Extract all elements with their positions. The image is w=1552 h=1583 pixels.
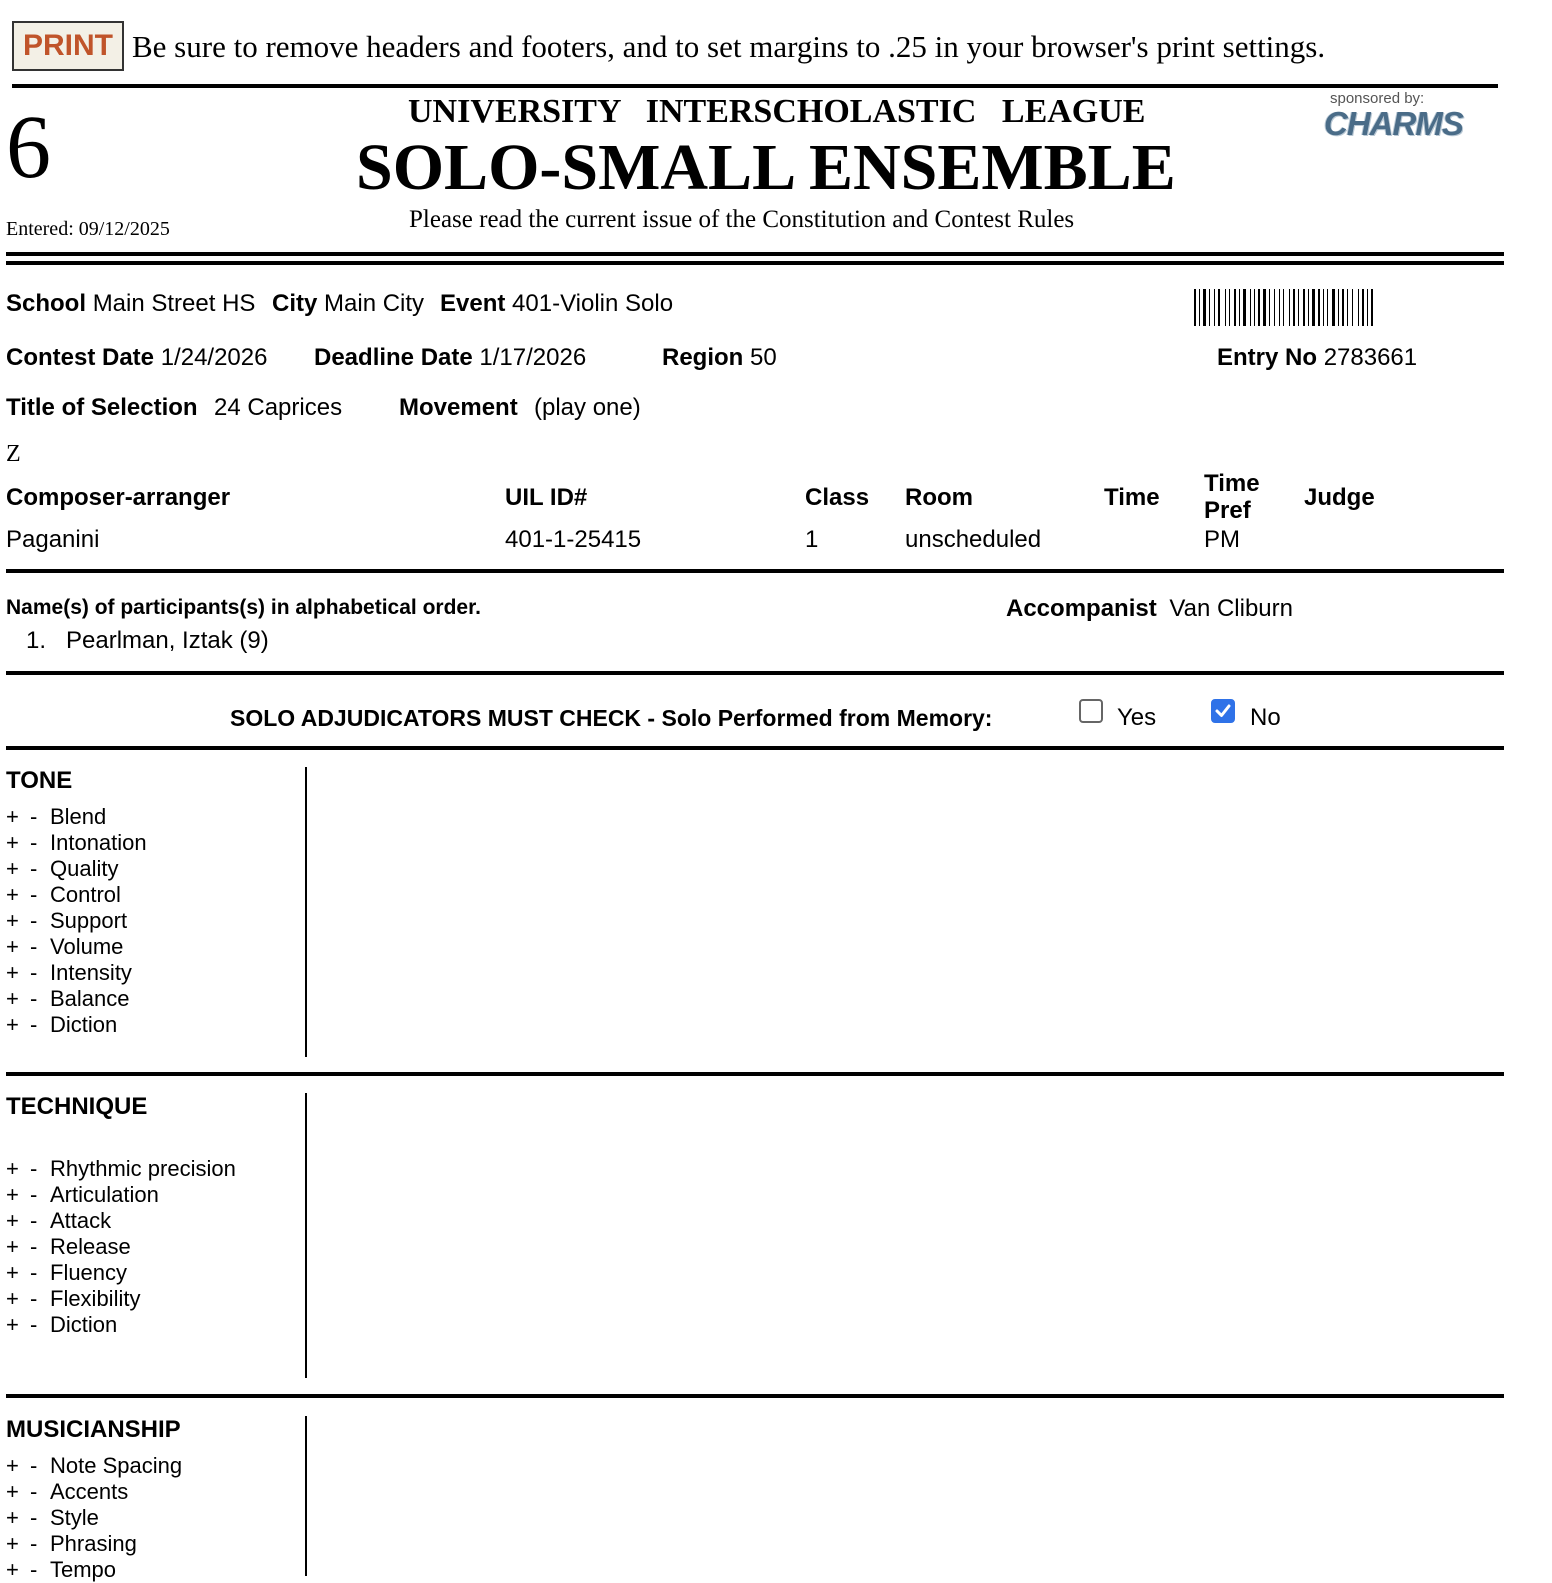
entry-no-value: 2783661	[1323, 344, 1418, 371]
plus-mark: +	[6, 1156, 19, 1181]
movement-value: (play one)	[534, 394, 641, 421]
accompanist-value: Van Cliburn	[1169, 595, 1293, 622]
city-label: City	[272, 290, 318, 317]
page-subtitle: Please read the current issue of the Constitution and Contest Rules	[409, 206, 1075, 233]
plus-minus-marks	[6, 1234, 50, 1260]
form-number: 6	[6, 98, 51, 197]
section-separator	[305, 767, 307, 1057]
memory-check-label: SOLO ADJUDICATORS MUST CHECK - Solo Performed from Memory:	[230, 705, 993, 731]
section-title-technique: TECHNIQUE	[6, 1093, 148, 1120]
divider	[6, 252, 1504, 256]
criterion-label: Note Spacing	[50, 1453, 183, 1478]
criterion-row	[6, 1286, 140, 1312]
plus-minus-marks	[6, 882, 50, 908]
plus-minus-marks	[6, 1260, 50, 1286]
criterion-row	[6, 804, 106, 830]
cell-room: unscheduled	[905, 526, 1042, 553]
plus-minus-marks	[6, 960, 50, 986]
col-header-uil-id: UIL ID#	[505, 484, 588, 511]
plus-minus-marks	[6, 908, 50, 934]
cell-composer: Paganini	[6, 526, 100, 553]
plus-mark: +	[6, 1557, 19, 1582]
participant-number: 1.	[26, 627, 47, 654]
plus-minus-marks	[6, 830, 50, 856]
event-label: Event	[440, 290, 506, 317]
deadline-label: Deadline Date	[314, 344, 473, 371]
plus-mark: +	[6, 1531, 19, 1556]
divider	[6, 261, 1504, 265]
school-field	[6, 289, 255, 319]
minus-mark: -	[30, 960, 38, 985]
plus-mark: +	[6, 1505, 19, 1530]
criterion-label: Tempo	[50, 1557, 117, 1582]
criterion-label: Intonation	[50, 830, 147, 855]
criterion-label: Release	[50, 1234, 131, 1259]
criterion-label: Phrasing	[50, 1531, 137, 1556]
minus-mark: -	[30, 1234, 38, 1259]
plus-minus-marks	[6, 934, 50, 960]
movement-label: Movement	[399, 394, 518, 421]
minus-mark: -	[30, 934, 38, 959]
plus-minus-marks	[6, 1286, 50, 1312]
plus-minus-marks	[6, 986, 50, 1012]
col-header-time-pref	[1204, 470, 1260, 524]
school-value: Main Street HS	[92, 290, 256, 317]
charms-logo: CHARMS	[1324, 105, 1463, 142]
plus-mark: +	[6, 882, 19, 907]
sponsor-label: sponsored by:	[1330, 90, 1425, 107]
participants-heading: Name(s) of participants(s) in alphabetical order.	[6, 596, 481, 619]
cell-time-pref: PM	[1204, 526, 1240, 553]
criterion-row	[6, 1234, 131, 1260]
page-title: SOLO-SMALL ENSEMBLE	[356, 131, 1176, 204]
org-title: UNIVERSITY INTERSCHOLASTIC LEAGUE	[408, 93, 1146, 130]
plus-minus-marks	[6, 1479, 50, 1505]
plus-minus-marks	[6, 1012, 50, 1038]
minus-mark: -	[30, 882, 38, 907]
minus-mark: -	[30, 1505, 38, 1530]
minus-mark: -	[30, 1453, 38, 1478]
criterion-row	[6, 908, 127, 934]
event-field	[440, 289, 673, 319]
plus-mark: +	[6, 804, 19, 829]
deadline-value: 1/17/2026	[479, 344, 587, 371]
criterion-row	[6, 882, 121, 908]
criterion-label: Diction	[50, 1012, 118, 1037]
section-separator	[305, 1416, 307, 1576]
plus-minus-marks	[6, 856, 50, 882]
plus-minus-marks	[6, 1557, 50, 1583]
print-button[interactable]: PRINT	[12, 21, 124, 71]
criterion-label: Balance	[50, 986, 130, 1011]
minus-mark: -	[30, 1286, 38, 1311]
city-value: Main City	[324, 290, 425, 317]
section-title-tone: TONE	[6, 767, 73, 794]
plus-minus-marks	[6, 1312, 50, 1338]
checkmark-icon	[1213, 701, 1233, 721]
event-value: 401-Violin Solo	[512, 290, 674, 317]
minus-mark: -	[30, 1312, 38, 1337]
criterion-row	[6, 830, 147, 856]
entry-no-label: Entry No	[1217, 344, 1318, 371]
criterion-label: Support	[50, 908, 128, 933]
divider	[6, 746, 1504, 750]
criterion-label: Attack	[50, 1208, 112, 1233]
criterion-row	[6, 1312, 117, 1338]
contest-date-field	[6, 343, 267, 373]
plus-minus-marks	[6, 1156, 50, 1182]
entry-no-field	[1217, 343, 1417, 373]
plus-mark: +	[6, 1182, 19, 1207]
criterion-row	[6, 1453, 182, 1479]
criterion-label: Volume	[50, 934, 124, 959]
minus-mark: -	[30, 856, 38, 881]
time-pref-line-1: Time	[1204, 470, 1260, 497]
section-separator	[305, 1093, 307, 1378]
selection-title-label: Title of Selection	[6, 394, 198, 421]
minus-mark: -	[30, 1557, 38, 1582]
criterion-row	[6, 986, 130, 1012]
contest-date-label: Contest Date	[6, 344, 155, 371]
print-instructions: Be sure to remove headers and footers, and to set margins to .25 in your browser's print settings.	[132, 29, 1326, 64]
criterion-label: Flexibility	[50, 1286, 141, 1311]
minus-mark: -	[30, 830, 38, 855]
criterion-label: Blend	[50, 804, 107, 829]
criterion-row	[6, 960, 132, 986]
col-header-composer: Composer-arranger	[6, 484, 231, 511]
col-header-time: Time	[1104, 484, 1160, 511]
criterion-row	[6, 1012, 117, 1038]
region-label: Region	[662, 344, 744, 371]
accompanist-label: Accompanist	[1006, 595, 1157, 622]
criterion-row	[6, 1156, 236, 1182]
plus-mark: +	[6, 960, 19, 985]
region-field	[662, 343, 777, 373]
school-label: School	[6, 290, 87, 317]
minus-mark: -	[30, 908, 38, 933]
deadline-field	[314, 343, 586, 373]
cell-class: 1	[805, 526, 819, 553]
plus-mark: +	[6, 1453, 19, 1478]
criterion-row	[6, 1557, 116, 1583]
entered-date: Entered: 09/12/2025	[6, 218, 170, 240]
col-header-class: Class	[805, 484, 870, 511]
contest-date-value: 1/24/2026	[160, 344, 268, 371]
memory-no-checkbox[interactable]	[1211, 699, 1235, 723]
divider	[6, 569, 1504, 573]
minus-mark: -	[30, 1012, 38, 1037]
selection-title-value: 24 Caprices	[214, 394, 343, 421]
criterion-label: Accents	[50, 1479, 129, 1504]
criterion-row	[6, 1505, 99, 1531]
z-marker: Z	[6, 441, 21, 467]
plus-minus-marks	[6, 1531, 50, 1557]
criterion-label: Intensity	[50, 960, 132, 985]
participant-list-item	[26, 626, 269, 656]
memory-no-label: No	[1250, 704, 1281, 731]
criterion-label: Quality	[50, 856, 119, 881]
divider	[12, 84, 1498, 88]
plus-mark: +	[6, 934, 19, 959]
plus-minus-marks	[6, 804, 50, 830]
plus-mark: +	[6, 986, 19, 1011]
divider	[6, 1072, 1504, 1076]
minus-mark: -	[30, 1260, 38, 1285]
minus-mark: -	[30, 1182, 38, 1207]
plus-mark: +	[6, 908, 19, 933]
plus-minus-marks	[6, 1182, 50, 1208]
criterion-label: Control	[50, 882, 121, 907]
criterion-label: Articulation	[50, 1182, 159, 1207]
plus-mark: +	[6, 1012, 19, 1037]
criterion-row	[6, 1208, 111, 1234]
cell-uil-id: 401-1-25415	[505, 526, 642, 553]
minus-mark: -	[30, 1156, 38, 1181]
plus-mark: +	[6, 1208, 19, 1233]
plus-minus-marks	[6, 1453, 50, 1479]
criterion-label: Fluency	[50, 1260, 128, 1285]
criterion-row	[6, 1182, 159, 1208]
criterion-label: Style	[50, 1505, 99, 1530]
col-header-judge: Judge	[1304, 484, 1375, 511]
criterion-row	[6, 1531, 137, 1557]
plus-mark: +	[6, 1260, 19, 1285]
plus-mark: +	[6, 1286, 19, 1311]
plus-mark: +	[6, 1479, 19, 1504]
section-title-musicianship: MUSICIANSHIP	[6, 1416, 181, 1443]
criterion-label: Diction	[50, 1312, 118, 1337]
divider	[6, 1394, 1504, 1398]
memory-yes-checkbox[interactable]	[1079, 699, 1103, 723]
sponsor-logo	[1324, 90, 1474, 148]
plus-mark: +	[6, 830, 19, 855]
divider	[6, 671, 1504, 675]
minus-mark: -	[30, 1479, 38, 1504]
criterion-row	[6, 934, 123, 960]
minus-mark: -	[30, 804, 38, 829]
criterion-row	[6, 1260, 127, 1286]
accompanist-field	[1006, 594, 1293, 624]
criterion-label: Rhythmic precision	[50, 1156, 236, 1181]
col-header-room: Room	[905, 484, 973, 511]
plus-minus-marks	[6, 1208, 50, 1234]
minus-mark: -	[30, 1531, 38, 1556]
criterion-row	[6, 1479, 128, 1505]
plus-minus-marks	[6, 1505, 50, 1531]
time-pref-line-2: Pref	[1204, 497, 1251, 524]
barcode	[1194, 289, 1446, 326]
plus-mark: +	[6, 1234, 19, 1259]
minus-mark: -	[30, 1208, 38, 1233]
region-value: 50	[750, 344, 777, 371]
plus-mark: +	[6, 856, 19, 881]
participant-name: Pearlman, Iztak (9)	[66, 627, 269, 654]
memory-yes-label: Yes	[1117, 704, 1157, 731]
criterion-row	[6, 856, 118, 882]
city-field	[272, 289, 424, 319]
minus-mark: -	[30, 986, 38, 1011]
plus-mark: +	[6, 1312, 19, 1337]
